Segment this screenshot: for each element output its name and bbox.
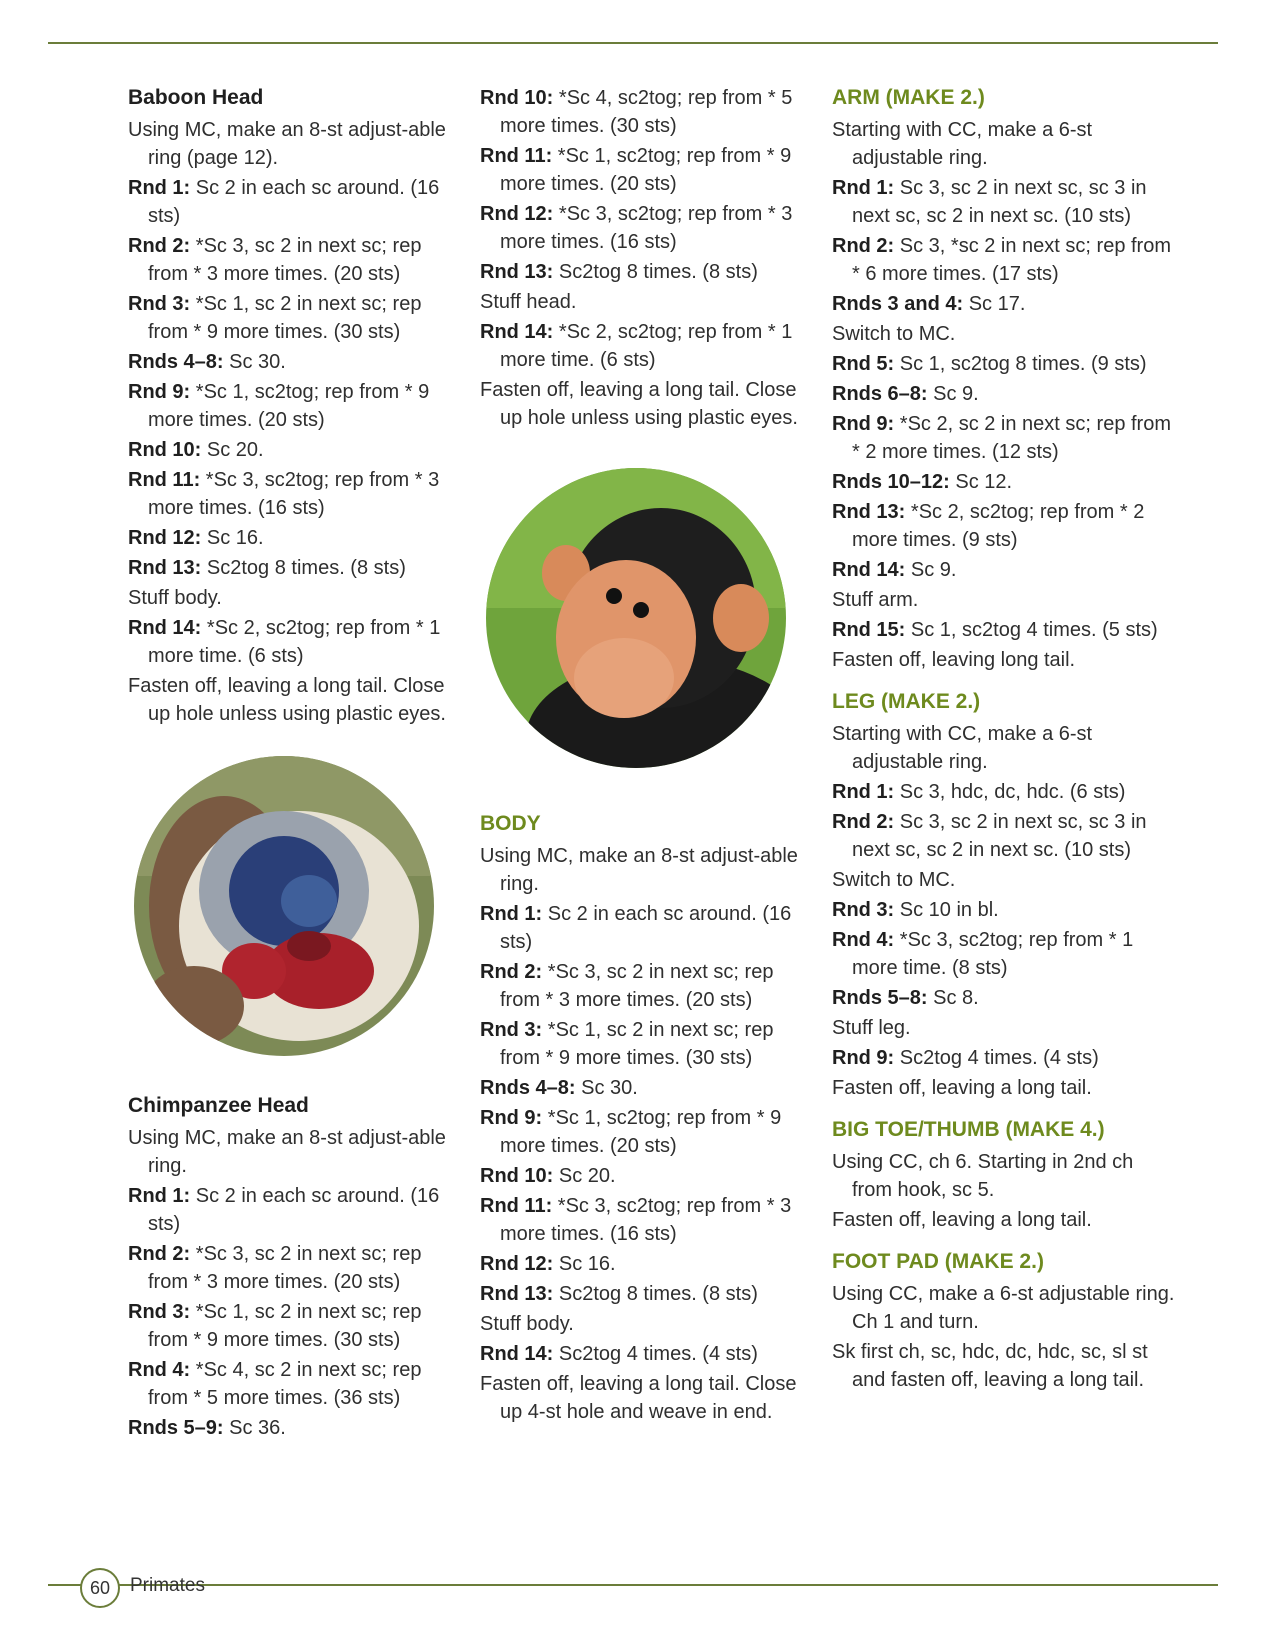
baboon-head-title: Baboon Head <box>128 86 264 109</box>
instruction-text: *Sc 2, sc2tog; rep from * 1 more time. (6 sts) <box>148 617 441 667</box>
round-label: Rnd 14: <box>128 617 207 639</box>
instruction-line <box>480 1074 805 1102</box>
instruction-text: Sc2tog 8 times. (8 sts) <box>558 1283 758 1305</box>
instruction-line <box>832 984 1177 1012</box>
round-label: Rnd 5: <box>832 353 900 375</box>
round-label: Rnd 13: <box>832 501 911 523</box>
instruction-line <box>832 556 1177 584</box>
round-label: Rnds 4–8: <box>128 351 230 373</box>
round-label: Rnd 12: <box>128 527 207 549</box>
instruction-text: Sc 2 in each sc around. (16 sts) <box>500 903 792 953</box>
round-label: Rnds 6–8: <box>832 383 934 405</box>
round-label: Rnd 9: <box>832 413 900 435</box>
round-label: Rnd 3: <box>128 1301 196 1323</box>
instruction-line <box>832 616 1177 644</box>
instruction-text: Sc2tog 4 times. (4 sts) <box>899 1047 1099 1069</box>
instruction-text: Starting with CC, make a 6-st adjustable ring. <box>832 119 1093 169</box>
instruction-line <box>832 1148 1177 1204</box>
instruction-text: Using MC, make an 8-st adjust-able ring. <box>128 1127 446 1177</box>
leg-title: LEG (MAKE 2.) <box>832 690 981 713</box>
instruction-line <box>832 896 1177 924</box>
instruction-line <box>832 1044 1177 1072</box>
round-label: Rnds 4–8: <box>480 1077 582 1099</box>
round-label: Rnd 1: <box>832 177 900 199</box>
baboon-photo <box>134 756 434 1056</box>
instruction-line <box>128 232 453 288</box>
round-label: Rnd 12: <box>480 1253 559 1275</box>
instruction-line <box>480 1192 805 1248</box>
instruction-line <box>128 378 453 434</box>
instruction-text: Starting with CC, make a 6-st adjustable ring. <box>832 723 1093 773</box>
instruction-line <box>480 1104 805 1160</box>
instruction-line <box>128 1240 453 1296</box>
round-label: Rnd 1: <box>832 781 900 803</box>
instruction-line <box>480 1280 805 1308</box>
instruction-text: Sc 17. <box>968 293 1026 315</box>
instruction-line <box>832 1206 1177 1234</box>
round-label: Rnd 2: <box>128 1243 196 1265</box>
round-label: Rnds 5–8: <box>832 987 934 1009</box>
instruction-line <box>480 958 805 1014</box>
round-label: Rnd 14: <box>480 1343 559 1365</box>
arm-title: ARM (MAKE 2.) <box>832 86 985 109</box>
round-label: Rnd 10: <box>480 87 559 109</box>
instruction-line <box>128 174 453 230</box>
big-toe-thumb-title: BIG TOE/THUMB (MAKE 4.) <box>832 1118 1105 1141</box>
instruction-line <box>832 808 1177 864</box>
instruction-text: *Sc 3, sc2tog; rep from * 1 more time. (8 sts) <box>852 929 1134 979</box>
instruction-text: *Sc 1, sc2tog; rep from * 9 more times. (20 sts) <box>148 381 430 431</box>
instruction-line <box>480 318 805 374</box>
instruction-text: Stuff head. <box>480 291 577 313</box>
round-label: Rnd 4: <box>832 929 900 951</box>
round-label: Rnd 11: <box>128 469 206 491</box>
instruction-text: Fasten off, leaving a long tail. <box>832 1077 1092 1099</box>
instruction-line <box>832 720 1177 776</box>
arm-instructions <box>832 116 1177 674</box>
instruction-line <box>128 290 453 346</box>
instruction-text: Using CC, make a 6-st adjustable ring. Ch 1 and turn. <box>832 1283 1175 1333</box>
instruction-text: Sc 3, sc 2 in next sc, sc 3 in next sc, sc 2 in next sc. (10 sts) <box>852 811 1147 861</box>
round-label: Rnd 1: <box>128 177 196 199</box>
instruction-line <box>128 1356 453 1412</box>
instruction-text: Sc2tog 4 times. (4 sts) <box>558 1343 758 1365</box>
round-label: Rnd 1: <box>128 1185 196 1207</box>
instruction-text: Fasten off, leaving a long tail. Close up 4-st hole and weave in end. <box>480 1373 797 1423</box>
instruction-line <box>128 436 453 464</box>
instruction-line <box>832 778 1177 806</box>
instruction-line <box>832 586 1177 614</box>
instruction-line <box>128 524 453 552</box>
instruction-text: *Sc 3, sc2tog; rep from * 3 more times. (16 sts) <box>500 1195 792 1245</box>
instruction-text: *Sc 2, sc 2 in next sc; rep from * 2 more times. (12 sts) <box>852 413 1171 463</box>
round-label: Rnd 2: <box>832 235 900 257</box>
instruction-text: Sc 36. <box>229 1417 286 1439</box>
instruction-line <box>832 232 1177 288</box>
top-rule <box>48 42 1218 44</box>
round-label: Rnds 10–12: <box>832 471 956 493</box>
round-label: Rnd 1: <box>480 903 548 925</box>
bottom-rule <box>48 1584 1218 1586</box>
round-label: Rnd 11: <box>480 145 558 167</box>
round-label: Rnd 14: <box>832 559 911 581</box>
instruction-line <box>832 380 1177 408</box>
instruction-line <box>832 468 1177 496</box>
foot-pad-instructions <box>832 1280 1177 1394</box>
instruction-text: Switch to MC. <box>832 323 956 345</box>
column-3 <box>832 84 1177 1396</box>
instruction-text: Sk first ch, sc, hdc, dc, hdc, sc, sl st and fasten off, leaving a long tail. <box>832 1341 1148 1391</box>
instruction-line <box>480 1016 805 1072</box>
page-number: 60 <box>80 1568 120 1608</box>
instruction-text: Fasten off, leaving long tail. <box>832 649 1076 671</box>
instruction-line <box>832 866 1177 894</box>
round-label: Rnd 3: <box>128 293 196 315</box>
round-label: Rnd 14: <box>480 321 559 343</box>
instruction-line <box>832 1014 1177 1042</box>
instruction-line <box>480 142 805 198</box>
instruction-line <box>832 498 1177 554</box>
instruction-text: Sc 9. <box>933 383 979 405</box>
instruction-text: Using CC, ch 6. Starting in 2nd ch from hook, sc 5. <box>832 1151 1134 1201</box>
instruction-text: *Sc 1, sc 2 in next sc; rep from * 9 more times. (30 sts) <box>148 1301 422 1351</box>
instruction-text: Stuff body. <box>480 1313 574 1335</box>
round-label: Rnd 15: <box>832 619 911 641</box>
instruction-text: Fasten off, leaving a long tail. <box>832 1209 1092 1231</box>
round-label: Rnds 5–9: <box>128 1417 230 1439</box>
chimpanzee-instructions-continued <box>480 84 805 432</box>
instruction-text: Sc 3, *sc 2 in next sc; rep from * 6 more times. (17 sts) <box>852 235 1171 285</box>
instruction-line <box>128 116 453 172</box>
round-label: Rnd 4: <box>128 1359 196 1381</box>
instruction-line <box>480 200 805 256</box>
instruction-line <box>832 926 1177 982</box>
round-label: Rnd 2: <box>480 961 548 983</box>
instruction-text: Sc 3, hdc, dc, hdc. (6 sts) <box>899 781 1126 803</box>
instruction-text: Sc 20. <box>206 439 264 461</box>
instruction-line <box>480 1310 805 1338</box>
instruction-line <box>128 1124 453 1180</box>
instruction-line <box>832 1280 1177 1336</box>
instruction-text: Sc 1, sc2tog 8 times. (9 sts) <box>899 353 1147 375</box>
instruction-text: Sc 30. <box>581 1077 638 1099</box>
instruction-text: Stuff arm. <box>832 589 919 611</box>
instruction-text: Sc 1, sc2tog 4 times. (5 sts) <box>910 619 1158 641</box>
instruction-text: Switch to MC. <box>832 869 956 891</box>
round-label: Rnd 3: <box>480 1019 548 1041</box>
instruction-text: *Sc 3, sc2tog; rep from * 3 more times. (16 sts) <box>148 469 440 519</box>
instruction-text: Sc 2 in each sc around. (16 sts) <box>148 177 440 227</box>
round-label: Rnd 9: <box>480 1107 548 1129</box>
instruction-line <box>128 614 453 670</box>
instruction-text: *Sc 2, sc2tog; rep from * 1 more time. (6 sts) <box>500 321 793 371</box>
instruction-line <box>480 1370 805 1426</box>
round-label: Rnd 10: <box>128 439 207 461</box>
column-1 <box>128 84 453 1444</box>
round-label: Rnd 12: <box>480 203 559 225</box>
body-title: BODY <box>480 812 541 835</box>
round-label: Rnd 2: <box>128 235 196 257</box>
round-label: Rnd 13: <box>480 1283 559 1305</box>
foot-pad-title: FOOT PAD (MAKE 2.) <box>832 1250 1044 1273</box>
instruction-line <box>128 348 453 376</box>
instruction-line <box>832 320 1177 348</box>
instruction-line <box>128 1298 453 1354</box>
instruction-text: *Sc 3, sc2tog; rep from * 3 more times. (16 sts) <box>500 203 793 253</box>
instruction-text: Sc 9. <box>910 559 957 581</box>
instruction-text: *Sc 1, sc2tog; rep from * 9 more times. (20 sts) <box>500 145 792 195</box>
instruction-line <box>128 584 453 612</box>
instruction-line <box>480 842 805 898</box>
instruction-line <box>832 646 1177 674</box>
instruction-text: Sc 2 in each sc around. (16 sts) <box>148 1185 440 1235</box>
instruction-line <box>128 554 453 582</box>
instruction-text: Sc 8. <box>933 987 979 1009</box>
instruction-text: Using MC, make an 8-st adjust-able ring. <box>480 845 798 895</box>
body-instructions <box>480 842 805 1426</box>
instruction-line <box>480 288 805 316</box>
leg-instructions <box>832 720 1177 1102</box>
round-label: Rnd 10: <box>480 1165 559 1187</box>
instruction-line <box>480 900 805 956</box>
round-label: Rnd 13: <box>480 261 559 283</box>
baboon-instructions <box>128 116 453 728</box>
instruction-text: *Sc 1, sc 2 in next sc; rep from * 9 more times. (30 sts) <box>148 293 422 343</box>
instruction-text: Using MC, make an 8-st adjust-able ring (page 12). <box>128 119 446 169</box>
column-2 <box>480 84 805 1428</box>
round-label: Rnd 11: <box>480 1195 558 1217</box>
chimpanzee-instructions <box>128 1124 453 1442</box>
chimpanzee-photo <box>486 468 786 768</box>
instruction-line <box>480 1162 805 1190</box>
instruction-line <box>480 84 805 140</box>
instruction-text: Fasten off, leaving a long tail. Close up hole unless using plastic eyes. <box>128 675 446 725</box>
instruction-line <box>832 350 1177 378</box>
instruction-text: Sc 12. <box>955 471 1013 493</box>
instruction-text: Sc 16. <box>206 527 264 549</box>
instruction-text: Fasten off, leaving a long tail. Close up hole unless using plastic eyes. <box>480 379 798 429</box>
instruction-text: Sc 10 in bl. <box>899 899 999 921</box>
instruction-line <box>832 174 1177 230</box>
instruction-text: Sc2tog 8 times. (8 sts) <box>558 261 758 283</box>
instruction-text: Sc2tog 8 times. (8 sts) <box>206 557 406 579</box>
round-label: Rnd 9: <box>832 1047 900 1069</box>
chimpanzee-head-title: Chimpanzee Head <box>128 1094 309 1117</box>
instruction-text: Stuff leg. <box>832 1017 911 1039</box>
instruction-line <box>128 1414 453 1442</box>
instruction-line <box>832 116 1177 172</box>
instruction-text: Sc 30. <box>229 351 286 373</box>
instruction-line <box>832 410 1177 466</box>
instruction-line <box>480 258 805 286</box>
instruction-text: Sc 20. <box>558 1165 616 1187</box>
instruction-text: Sc 16. <box>558 1253 616 1275</box>
instruction-line <box>128 672 453 728</box>
instruction-line <box>480 376 805 432</box>
instruction-text: Stuff body. <box>128 587 222 609</box>
instruction-line <box>480 1340 805 1368</box>
instruction-line <box>128 1182 453 1238</box>
instruction-text: *Sc 4, sc2tog; rep from * 5 more times. (30 sts) <box>500 87 793 137</box>
round-label: Rnds 3 and 4: <box>832 293 969 315</box>
big-toe-thumb-instructions <box>832 1148 1177 1234</box>
round-label: Rnd 3: <box>832 899 900 921</box>
instruction-line <box>832 290 1177 318</box>
instruction-line <box>832 1338 1177 1394</box>
chapter-label: Primates <box>130 1575 205 1596</box>
round-label: Rnd 2: <box>832 811 900 833</box>
instruction-text: *Sc 1, sc2tog; rep from * 9 more times. (20 sts) <box>500 1107 782 1157</box>
instruction-line <box>128 466 453 522</box>
round-label: Rnd 13: <box>128 557 207 579</box>
round-label: Rnd 9: <box>128 381 196 403</box>
instruction-text: Sc 3, sc 2 in next sc, sc 3 in next sc, sc 2 in next sc. (10 sts) <box>852 177 1147 227</box>
instruction-text: *Sc 3, sc 2 in next sc; rep from * 3 more times. (20 sts) <box>500 961 774 1011</box>
instruction-line <box>832 1074 1177 1102</box>
instruction-line <box>480 1250 805 1278</box>
instruction-text: *Sc 4, sc 2 in next sc; rep from * 5 more times. (36 sts) <box>148 1359 422 1409</box>
instruction-text: *Sc 3, sc 2 in next sc; rep from * 3 more times. (20 sts) <box>148 235 422 285</box>
instruction-text: *Sc 2, sc2tog; rep from * 2 more times. (9 sts) <box>852 501 1145 551</box>
instruction-text: *Sc 3, sc 2 in next sc; rep from * 3 more times. (20 sts) <box>148 1243 422 1293</box>
instruction-text: *Sc 1, sc 2 in next sc; rep from * 9 more times. (30 sts) <box>500 1019 774 1069</box>
